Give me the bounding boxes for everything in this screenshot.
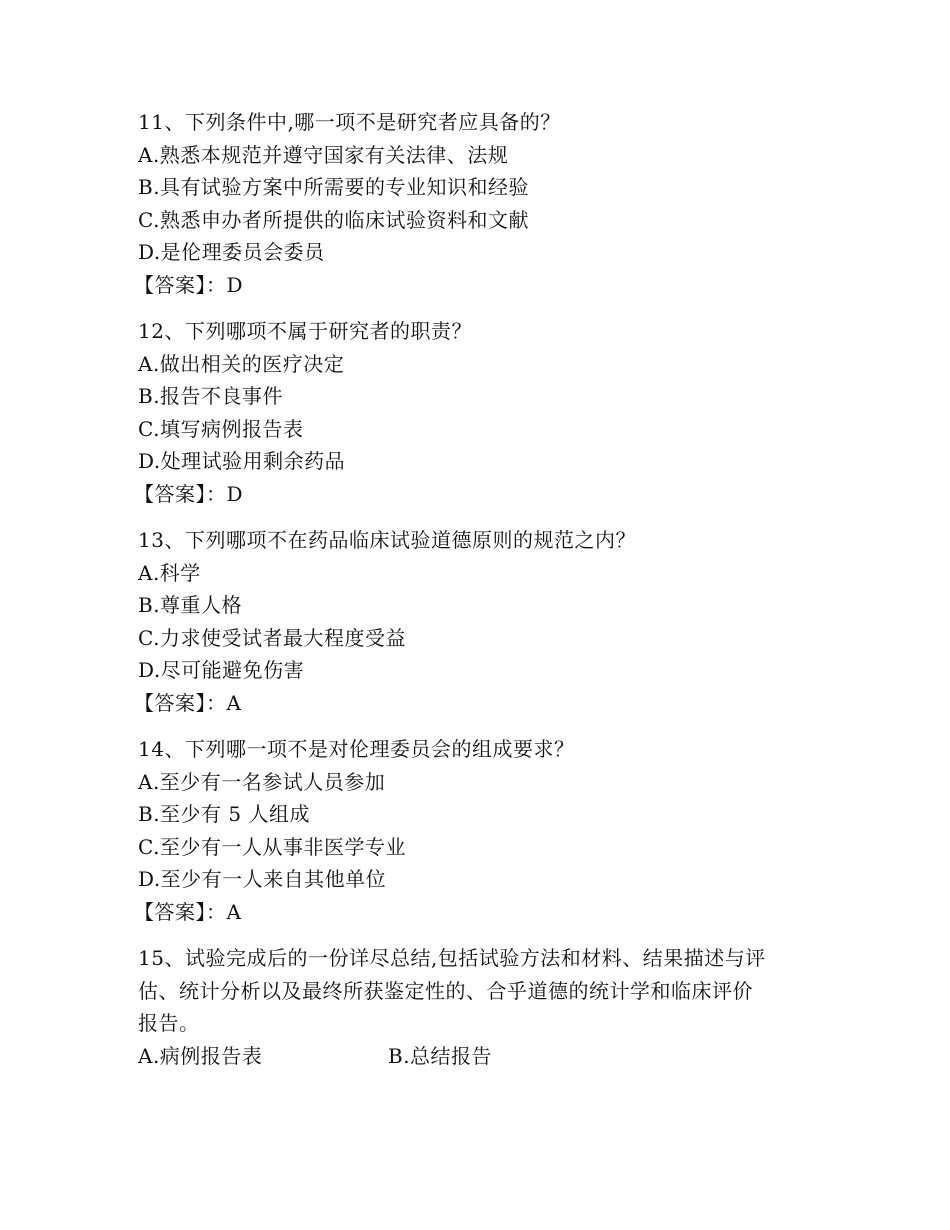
option-c: C.至少有一人从事非医学专业: [138, 834, 406, 859]
option-row: [138, 1040, 838, 1073]
option-b: B.至少有 5 人组成: [138, 802, 310, 826]
option-a: A.熟悉本规范并遵守国家有关法律、法规: [138, 142, 509, 167]
question-11: [134, 106, 838, 301]
option-b: B.报告不良事件: [138, 384, 284, 408]
question-13: [134, 524, 838, 719]
answer-line: 【答案】：D: [134, 481, 244, 506]
question-stem: 14、下列哪一项不是对伦理委员会的组成要求？: [138, 737, 575, 761]
option-a: A.病例报告表: [138, 1043, 263, 1068]
question-12: [134, 315, 838, 510]
option-b: B.总结报告: [388, 1043, 493, 1068]
option-d: D.尽可能避免伤害: [138, 658, 305, 682]
answer-line: 【答案】：D: [134, 272, 244, 297]
question-stem: 12、下列哪项不属于研究者的职责？: [138, 319, 472, 343]
question-stem: 13、下列哪项不在药品临床试验道德原则的规范之内？: [138, 528, 636, 552]
exam-page: [134, 106, 838, 1086]
option-b: B.尊重人格: [138, 593, 243, 617]
option-c: C.熟悉申办者所提供的临床试验资料和文献: [138, 207, 529, 232]
option-b: B.具有试验方案中所需要的专业知识和经验: [138, 175, 530, 199]
option-c: C.力求使受试者最大程度受益: [138, 625, 406, 650]
question-stem-line-2: 估、统计分析以及最终所获鉴定性的、合乎道德的统计学和临床评价: [138, 978, 753, 1003]
option-a: A.至少有一名参试人员参加: [138, 769, 386, 794]
option-a: A.科学: [138, 560, 201, 585]
question-14: [134, 733, 838, 928]
question-stem-line-3: 报告。: [138, 1011, 200, 1035]
option-d: D.处理试验用剩余药品: [138, 449, 346, 473]
question-15: [138, 942, 838, 1072]
answer-line: 【答案】：A: [134, 899, 242, 924]
option-d: D.是伦理委员会委员: [138, 240, 325, 264]
option-c: C.填写病例报告表: [138, 416, 304, 441]
option-d: D.至少有一人来自其他单位: [138, 867, 387, 891]
question-stem-line-1: 15、试验完成后的一份详尽总结,包括试验方法和材料、结果描述与评: [138, 946, 766, 970]
option-a: A.做出相关的医疗决定: [138, 351, 345, 376]
question-stem: 11、下列条件中,哪一项不是研究者应具备的？: [138, 110, 561, 134]
answer-line: 【答案】：A: [134, 690, 242, 715]
